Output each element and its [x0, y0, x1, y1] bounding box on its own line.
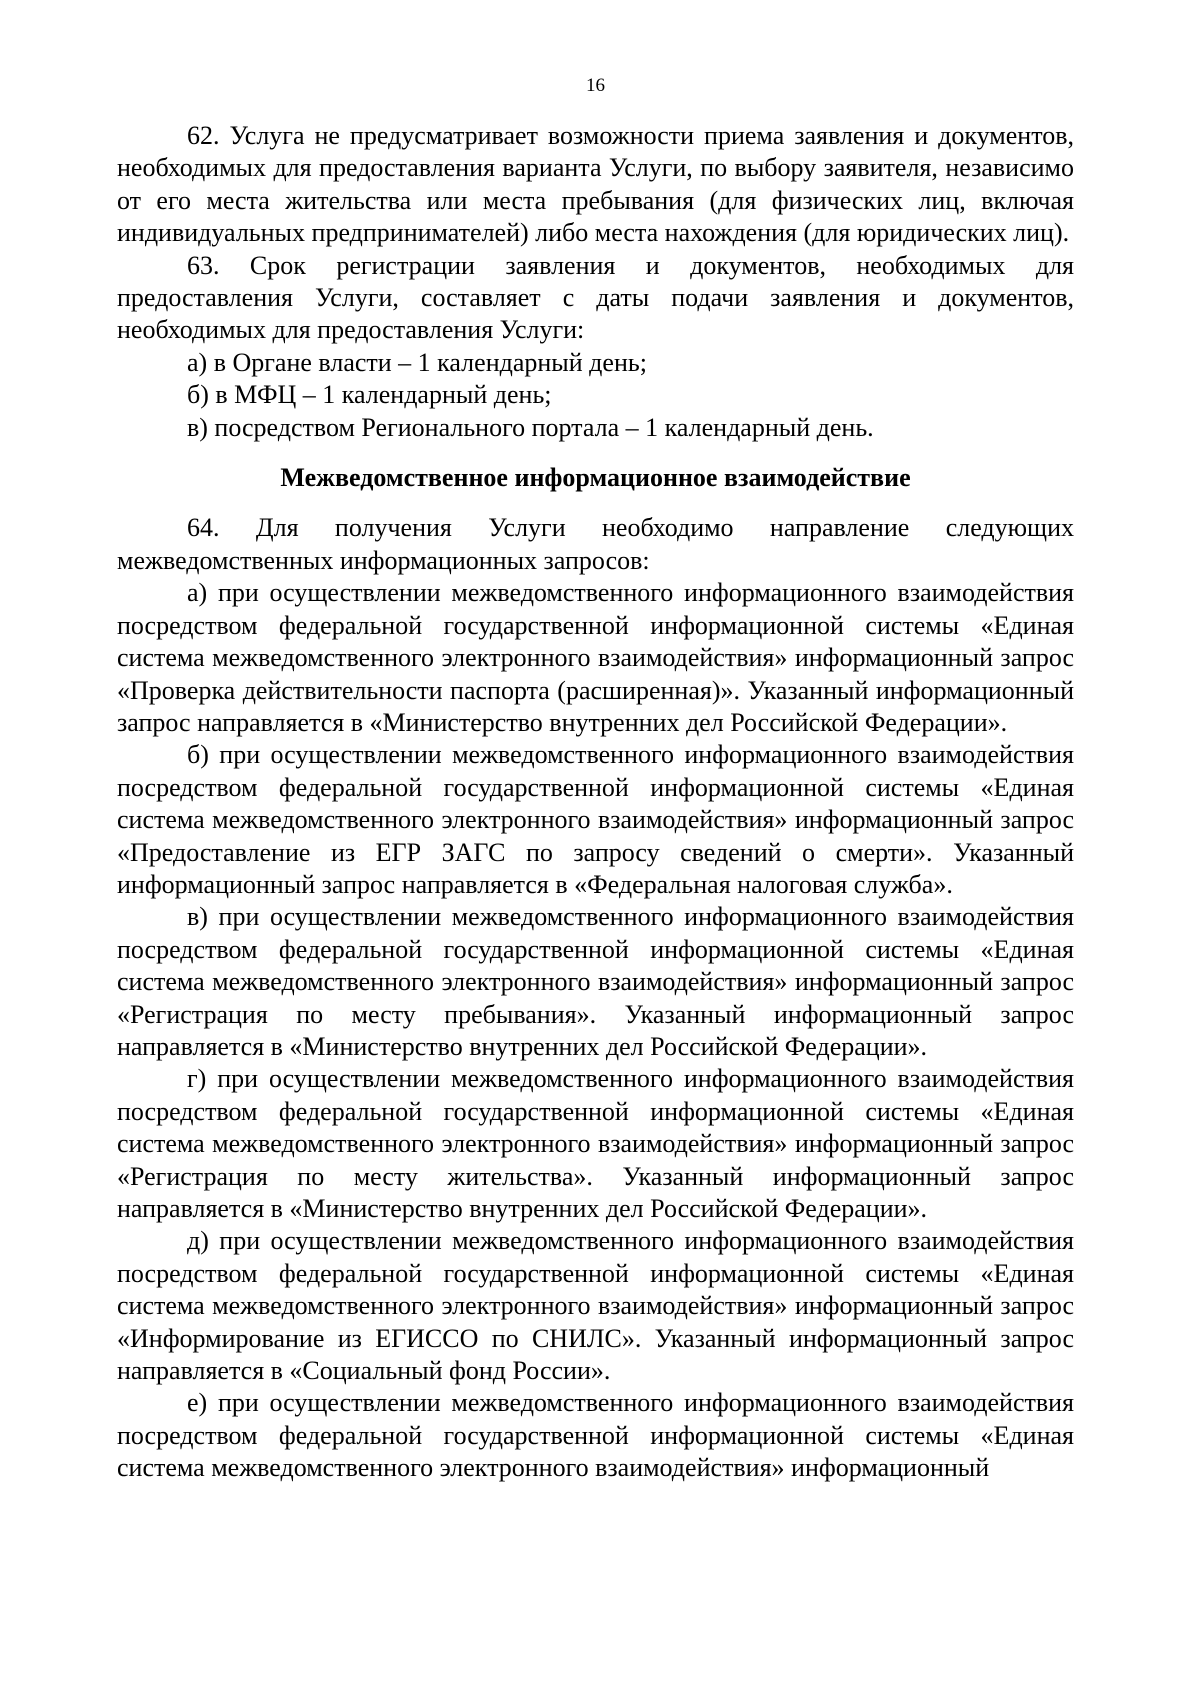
- page-number: 16: [586, 75, 605, 96]
- paragraph-62: 62. Услуга не предусматривает возможности приема заявления и документов, необходимых для предоставления варианта Услуги, по выбору заявителя, независимо от его места жительства или места пребывания (для физических лиц, включая индивидуальных предпринимателей) либо места нахождения (для юридических лиц).: [117, 121, 1074, 248]
- paragraph-63: 63. Срок регистрации заявления и документов, необходимых для предоставления Услуги, составляет с даты подачи заявления и документов, необходимых для предоставления Услуги:: [117, 250, 1074, 345]
- paragraph-64-item-v: в) при осуществлении межведомственного информационного взаимодействия посредством федеральной государственной информационной системы «Единая система межведомственного электронного взаимодействия» информационный запрос «Регистрация по месту пребывания». Указанный информационный запрос направляется в «Министерство внутренних дел Российской Федерации».: [117, 902, 1074, 1061]
- document-body: [117, 120, 1074, 1485]
- paragraph-63-item-v: в) посредством Регионального портала – 1 календарный день.: [187, 412, 874, 442]
- paragraph-63-item-b: б) в МФЦ – 1 календарный день;: [187, 380, 552, 410]
- paragraph-64-item-a: а) при осуществлении межведомственного информационного взаимодействия посредством федеральной государственной информационной системы «Единая система межведомственного электронного взаимодействия» информационный запрос «Проверка действительности паспорта (расширенная)». Указанный информационный запрос направляется в «Министерство внутренних дел Российской Федерации».: [117, 578, 1074, 737]
- paragraph-64: 64. Для получения Услуги необходимо направление следующих межведомственных информационных запросов:: [117, 513, 1074, 575]
- document-page: [117, 0, 1074, 1697]
- paragraph-64-item-g: г) при осуществлении межведомственного информационного взаимодействия посредством федеральной государственной информационной системы «Единая система межведомственного электронного взаимодействия» информационный запрос «Регистрация по месту жительства». Указанный информационный запрос направляется в «Министерство внутренних дел Российской Федерации».: [117, 1064, 1074, 1223]
- paragraph-64-item-b: б) при осуществлении межведомственного информационного взаимодействия посредством федеральной государственной информационной системы «Единая система межведомственного электронного взаимодействия» информационный запрос «Предоставление из ЕГР ЗАГС по запросу сведений о смерти». Указанный информационный запрос направляется в «Федеральная налоговая служба».: [117, 740, 1074, 899]
- paragraph-64-item-e: е) при осуществлении межведомственного информационного взаимодействия посредством федеральной государственной информационной системы «Единая система межведомственного электронного взаимодействия» информационный: [117, 1388, 1074, 1483]
- paragraph-64-item-d: д) при осуществлении межведомственного информационного взаимодействия посредством федеральной государственной информационной системы «Единая система межведомственного электронного взаимодействия» информационный запрос «Информирование из ЕГИССО по СНИЛС». Указанный информационный запрос направляется в «Социальный фонд России».: [117, 1226, 1074, 1386]
- section-heading: Межведомственное информационное взаимодействие: [280, 463, 911, 493]
- paragraph-63-item-a: а) в Органе власти – 1 календарный день;: [187, 347, 647, 377]
